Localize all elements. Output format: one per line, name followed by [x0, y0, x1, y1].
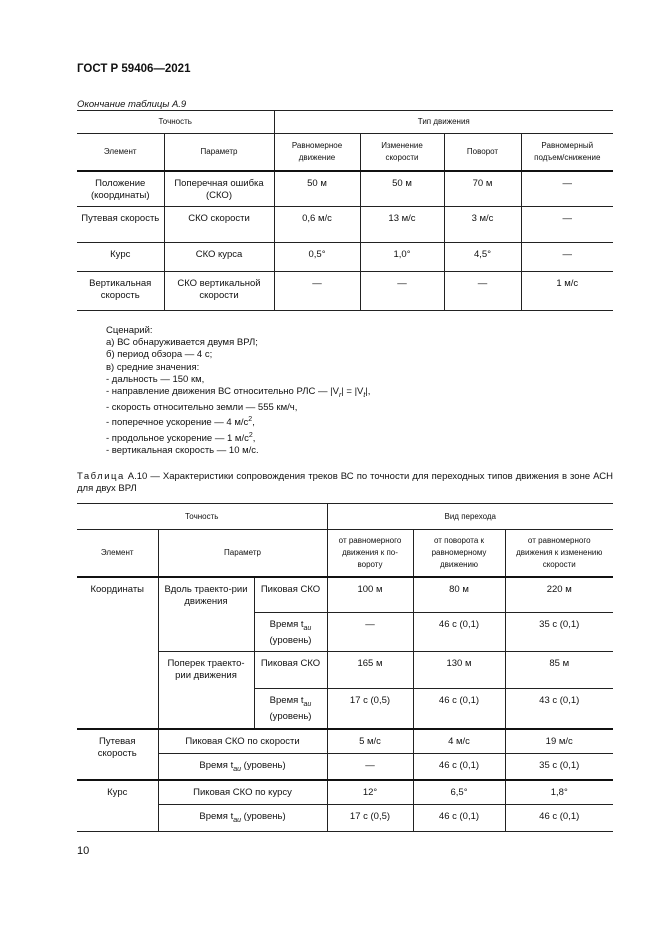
t9-cell: 1,0°: [360, 243, 444, 272]
t10-cell: 35 с (0,1): [505, 754, 613, 780]
table-row: [77, 652, 613, 689]
t9-col-speed-change: Изменение скорости: [360, 134, 444, 171]
t10-col-parameter: Параметр: [158, 530, 327, 577]
t10-col-uniform-to-turn: от равномерного движения к по-вороту: [327, 530, 413, 577]
t10-cell: 5 м/с: [327, 729, 413, 754]
t10-peak-course: Пиковая СКО по курсу: [158, 780, 327, 805]
t9-cell: Поперечная ошибка (СКО): [164, 171, 274, 207]
t10-cell: 17 с (0,5): [327, 805, 413, 832]
t10-cell: 17 с (0,5): [327, 689, 413, 729]
t9-col-parameter: Параметр: [164, 134, 274, 171]
t9-cell: 1 м/с: [521, 272, 613, 311]
scenario-vertical-speed: - вертикальная скорость — 10 м/с.: [106, 445, 259, 457]
t10-cell: 1,8°: [505, 780, 613, 805]
t9-cell: 4,5°: [444, 243, 521, 272]
t9-cell: 70 м: [444, 171, 521, 207]
t10-cell: 46 с (0,1): [505, 805, 613, 832]
t10-cell: 130 м: [413, 652, 505, 689]
t10-cell: 46 с (0,1): [413, 754, 505, 780]
scenario-title: Сценарий:: [106, 325, 153, 336]
t10-cell: —: [327, 613, 413, 652]
t10-peak-sko: Пиковая СКО: [254, 577, 327, 613]
t10-time-level: Время $t_{au}$ (уровень): [158, 754, 327, 780]
t10-along: Вдоль траекто-рии движения: [158, 577, 254, 652]
t10-cell: 46 с (0,1): [413, 613, 505, 652]
t9-cell: Вертикальная скорость: [77, 272, 164, 311]
t10-cell: 4 м/с: [413, 729, 505, 754]
t9-cell: 50 м: [360, 171, 444, 207]
document-header: ГОСТ Р 59406—2021: [77, 63, 191, 75]
t9-cell: —: [521, 207, 613, 243]
t9-cell: 0,6 м/с: [274, 207, 360, 243]
t9-cell: 50 м: [274, 171, 360, 207]
table-row: [77, 729, 613, 754]
table-row: [77, 243, 613, 272]
scenario-range: - дальность — 150 км,: [106, 373, 205, 385]
t10-across: Поперек траекто-рии движения: [158, 652, 254, 729]
t10-cell: 19 м/с: [505, 729, 613, 754]
scenario-ground-speed: - скорость относительно земли — 555 км/ч,: [106, 402, 298, 414]
t9-header-motion-type: Тип движения: [274, 111, 613, 134]
scenario-block: [106, 325, 370, 457]
table-row: [77, 171, 613, 207]
table9-caption: Окончание таблицы А.9: [77, 99, 187, 110]
table-a9: [77, 110, 613, 311]
t9-cell: СКО курса: [164, 243, 274, 272]
t9-cell: —: [274, 272, 360, 311]
t9-col-element: Элемент: [77, 134, 164, 171]
t9-cell: СКО вертикальной скорости: [164, 272, 274, 311]
scenario-item-b: б) период обзора — 4 с;: [106, 349, 213, 361]
page-number: 10: [77, 845, 90, 857]
table10-label: Таблица: [77, 471, 125, 482]
t10-time-level: Время $t_{au}$ (уровень): [158, 805, 327, 832]
t9-col-climb: Равномерный подъем/снижение: [521, 134, 613, 171]
t10-cell: 85 м: [505, 652, 613, 689]
t10-cell: —: [327, 754, 413, 780]
t9-col-turn: Поворот: [444, 134, 521, 171]
table10-title-text: А.10 — Характеристики сопровождения треков ВС по точности для переходных типов движения в зоне АСН для двух ВРЛ: [77, 471, 613, 494]
t10-cell: 100 м: [327, 577, 413, 613]
t9-col-uniform: Равномерное движение: [274, 134, 360, 171]
t10-cell: 80 м: [413, 577, 505, 613]
t9-cell: Положение (координаты): [77, 171, 164, 207]
scenario-direction: - направление движения ВС относительно РЛС — $|V_r| = |V_t|$,: [106, 386, 371, 399]
t10-ground-speed: Путевая скорость: [77, 729, 158, 780]
t10-coords: Координаты: [77, 577, 158, 729]
t9-cell: —: [444, 272, 521, 311]
table-row: [77, 805, 613, 832]
scenario-lateral-accel: - поперечное ускорение — 4 $м/с^2$,: [106, 416, 255, 429]
t9-cell: 13 м/с: [360, 207, 444, 243]
t10-peak-speed: Пиковая СКО по скорости: [158, 729, 327, 754]
t10-peak-sko: Пиковая СКО: [254, 652, 327, 689]
t9-cell: 0,5°: [274, 243, 360, 272]
table-row: [77, 272, 613, 311]
t10-col-uniform-to-speed: от равномерного движения к изменению скорости: [505, 530, 613, 577]
t10-time-level: Время $t_{au}$ (уровень): [254, 689, 327, 729]
table10-title: [77, 471, 613, 495]
t10-time-level: Время $t_{au}$ (уровень): [254, 613, 327, 652]
t10-cell: 12°: [327, 780, 413, 805]
table-a10: [77, 503, 613, 832]
t10-cell: 35 с (0,1): [505, 613, 613, 652]
t9-header-accuracy: Точность: [77, 111, 274, 134]
scenario-item-a: а) ВС обнаруживается двумя ВРЛ;: [106, 337, 258, 349]
t9-cell: —: [521, 243, 613, 272]
t10-cell: 165 м: [327, 652, 413, 689]
scenario-longitudinal-accel: - продольное ускорение — 1 $м/с^2$,: [106, 431, 256, 444]
t10-cell: 46 с (0,1): [413, 689, 505, 729]
t10-cell: 220 м: [505, 577, 613, 613]
table-row: [77, 754, 613, 780]
t10-cell: 43 с (0,1): [505, 689, 613, 729]
t9-cell: СКО скорости: [164, 207, 274, 243]
table-row: [77, 577, 613, 613]
t10-header-accuracy: Точность: [77, 504, 327, 530]
t10-course: Курс: [77, 780, 158, 832]
scenario-item-v: в) средние значения:: [106, 361, 200, 373]
t10-header-transition: Вид перехода: [327, 504, 613, 530]
t10-col-element: Элемент: [77, 530, 158, 577]
table-row: [77, 207, 613, 243]
t9-cell: —: [360, 272, 444, 311]
t10-col-turn-to-uniform: от поворота к равномерному движению: [413, 530, 505, 577]
t10-cell: 6,5°: [413, 780, 505, 805]
t10-cell: 46 с (0,1): [413, 805, 505, 832]
t9-cell: Курс: [77, 243, 164, 272]
t9-cell: —: [521, 171, 613, 207]
table-row: [77, 780, 613, 805]
t9-cell: 3 м/с: [444, 207, 521, 243]
t9-cell: Путевая скорость: [77, 207, 164, 243]
